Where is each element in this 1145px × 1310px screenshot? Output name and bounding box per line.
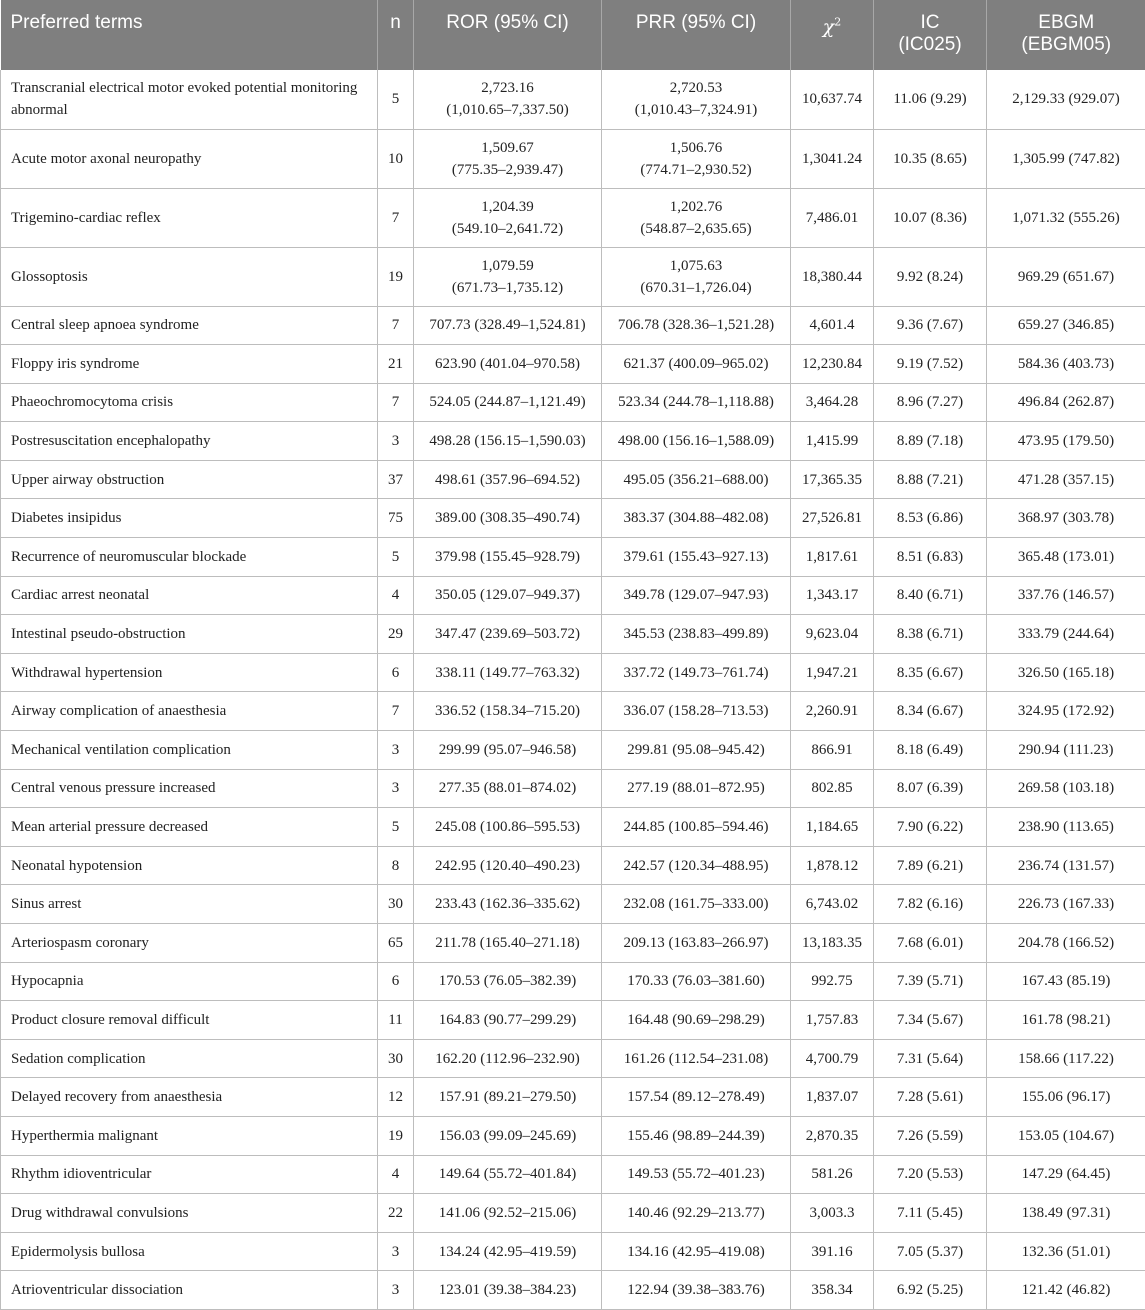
cell-ror: 123.01 (39.38–384.23) — [414, 1271, 602, 1310]
cell-ebgm: 167.43 (85.19) — [987, 962, 1145, 1001]
cell-ic: 7.89 (6.21) — [874, 846, 987, 885]
cell-prr: 232.08 (161.75–333.00) — [602, 885, 791, 924]
cell-term: Upper airway obstruction — [1, 460, 378, 499]
cell-n: 22 — [378, 1194, 414, 1233]
cell-prr: 299.81 (95.08–945.42) — [602, 731, 791, 770]
table-row — [1, 808, 1145, 847]
cell-n: 6 — [378, 962, 414, 1001]
cell-ror: 157.91 (89.21–279.50) — [414, 1078, 602, 1117]
cell-prr: 170.33 (76.03–381.60) — [602, 962, 791, 1001]
cell-ror: 336.52 (158.34–715.20) — [414, 692, 602, 731]
cell-ror: 707.73 (328.49–1,524.81) — [414, 306, 602, 345]
cell-ror: 141.06 (92.52–215.06) — [414, 1194, 602, 1233]
cell-chi-square: 17,365.35 — [791, 460, 874, 499]
cell-term: Rhythm idioventricular — [1, 1155, 378, 1194]
table-row — [1, 615, 1145, 654]
cell-prr: 379.61 (155.43–927.13) — [602, 538, 791, 577]
table-row — [1, 1001, 1145, 1040]
cell-n: 12 — [378, 1078, 414, 1117]
cell-ebgm: 368.97 (303.78) — [987, 499, 1145, 538]
cell-ic: 8.89 (7.18) — [874, 422, 987, 461]
cell-n: 3 — [378, 1232, 414, 1271]
cell-n: 3 — [378, 422, 414, 461]
cell-n: 3 — [378, 769, 414, 808]
cell-ror: 498.61 (357.96–694.52) — [414, 460, 602, 499]
cell-prr: 149.53 (55.72–401.23) — [602, 1155, 791, 1194]
table-row — [1, 653, 1145, 692]
cell-term: Product closure removal difficult — [1, 1001, 378, 1040]
cell-prr: 155.46 (98.89–244.39) — [602, 1116, 791, 1155]
cell-term: Central sleep apnoea syndrome — [1, 306, 378, 345]
cell-prr — [602, 129, 791, 188]
cell-ic: 7.11 (5.45) — [874, 1194, 987, 1233]
cell-ror: 389.00 (308.35–490.74) — [414, 499, 602, 538]
cell-prr-value: 1,506.76 — [608, 137, 784, 159]
cell-ebgm: 1,071.32 (555.26) — [987, 188, 1145, 247]
cell-ror-value: 1,204.39 — [420, 196, 595, 218]
cell-ebgm: 326.50 (165.18) — [987, 653, 1145, 692]
cell-term: Floppy iris syndrome — [1, 345, 378, 384]
cell-term: Mean arterial pressure decreased — [1, 808, 378, 847]
cell-ic: 7.26 (5.59) — [874, 1116, 987, 1155]
cell-term: Phaeochromocytoma crisis — [1, 383, 378, 422]
cell-n: 19 — [378, 247, 414, 306]
cell-prr: 523.34 (244.78–1,118.88) — [602, 383, 791, 422]
table-row — [1, 1078, 1145, 1117]
cell-term: Diabetes insipidus — [1, 499, 378, 538]
cell-ic: 7.05 (5.37) — [874, 1232, 987, 1271]
cell-ror: 170.53 (76.05–382.39) — [414, 962, 602, 1001]
cell-ror: 623.90 (401.04–970.58) — [414, 345, 602, 384]
cell-term: Hyperthermia malignant — [1, 1116, 378, 1155]
cell-ebgm: 161.78 (98.21) — [987, 1001, 1145, 1040]
table-body — [1, 70, 1145, 1309]
header-prr: PRR (95% CI) — [602, 0, 791, 70]
table-row — [1, 885, 1145, 924]
cell-ic: 8.40 (6.71) — [874, 576, 987, 615]
cell-n: 10 — [378, 129, 414, 188]
cell-ror-ci: (671.73–1,735.12) — [420, 277, 595, 299]
cell-ror — [414, 188, 602, 247]
cell-ic: 7.20 (5.53) — [874, 1155, 987, 1194]
cell-ror: 299.99 (95.07–946.58) — [414, 731, 602, 770]
cell-ebgm: 969.29 (651.67) — [987, 247, 1145, 306]
cell-ic: 8.34 (6.67) — [874, 692, 987, 731]
cell-ror-ci: (1,010.65–7,337.50) — [420, 99, 595, 121]
table-row — [1, 1232, 1145, 1271]
cell-ror-value: 1,079.59 — [420, 255, 595, 277]
header-ebgm-line1: EBGM — [995, 12, 1138, 34]
cell-prr: 140.46 (92.29–213.77) — [602, 1194, 791, 1233]
cell-prr: 277.19 (88.01–872.95) — [602, 769, 791, 808]
cell-ror — [414, 70, 602, 129]
cell-ebgm: 496.84 (262.87) — [987, 383, 1145, 422]
cell-chi-square: 6,743.02 — [791, 885, 874, 924]
cell-ror: 233.43 (162.36–335.62) — [414, 885, 602, 924]
cell-prr — [602, 247, 791, 306]
cell-ebgm: 226.73 (167.33) — [987, 885, 1145, 924]
cell-prr: 164.48 (90.69–298.29) — [602, 1001, 791, 1040]
cell-chi-square: 866.91 — [791, 731, 874, 770]
cell-ic: 8.35 (6.67) — [874, 653, 987, 692]
cell-term: Mechanical ventilation complication — [1, 731, 378, 770]
cell-ic: 7.82 (6.16) — [874, 885, 987, 924]
cell-term: Delayed recovery from anaesthesia — [1, 1078, 378, 1117]
cell-ebgm: 365.48 (173.01) — [987, 538, 1145, 577]
cell-ror-ci: (775.35–2,939.47) — [420, 159, 595, 181]
header-ic — [874, 0, 987, 70]
cell-chi-square: 27,526.81 — [791, 499, 874, 538]
cell-chi-square: 391.16 — [791, 1232, 874, 1271]
cell-prr: 242.57 (120.34–488.95) — [602, 846, 791, 885]
cell-n: 7 — [378, 306, 414, 345]
cell-n: 5 — [378, 808, 414, 847]
cell-ic: 7.39 (5.71) — [874, 962, 987, 1001]
header-ebgm-line2: (EBGM05) — [995, 34, 1138, 56]
cell-ebgm: 204.78 (166.52) — [987, 924, 1145, 963]
cell-term: Central venous pressure increased — [1, 769, 378, 808]
cell-ebgm: 121.42 (46.82) — [987, 1271, 1145, 1310]
cell-chi-square: 1,947.21 — [791, 653, 874, 692]
cell-n: 30 — [378, 885, 414, 924]
cell-n: 11 — [378, 1001, 414, 1040]
cell-prr: 383.37 (304.88–482.08) — [602, 499, 791, 538]
cell-ror: 162.20 (112.96–232.90) — [414, 1039, 602, 1078]
cell-ror: 338.11 (149.77–763.32) — [414, 653, 602, 692]
cell-n: 7 — [378, 383, 414, 422]
header-chi-symbol: χ — [823, 16, 835, 38]
cell-ic: 7.28 (5.61) — [874, 1078, 987, 1117]
cell-prr-value: 2,720.53 — [608, 77, 784, 99]
cell-n: 5 — [378, 538, 414, 577]
table-row — [1, 1271, 1145, 1310]
cell-chi-square: 1,343.17 — [791, 576, 874, 615]
cell-ror: 156.03 (99.09–245.69) — [414, 1116, 602, 1155]
cell-term: Glossoptosis — [1, 247, 378, 306]
cell-prr: 157.54 (89.12–278.49) — [602, 1078, 791, 1117]
cell-prr-ci: (670.31–1,726.04) — [608, 277, 784, 299]
cell-ror: 524.05 (244.87–1,121.49) — [414, 383, 602, 422]
cell-ebgm: 337.76 (146.57) — [987, 576, 1145, 615]
cell-ic: 8.51 (6.83) — [874, 538, 987, 577]
cell-term: Arteriospasm coronary — [1, 924, 378, 963]
cell-ebgm: 659.27 (346.85) — [987, 306, 1145, 345]
table-row — [1, 70, 1145, 129]
cell-prr-value: 1,075.63 — [608, 255, 784, 277]
cell-prr: 498.00 (156.16–1,588.09) — [602, 422, 791, 461]
cell-chi-square: 1,415.99 — [791, 422, 874, 461]
cell-ror-value: 2,723.16 — [420, 77, 595, 99]
cell-ror: 242.95 (120.40–490.23) — [414, 846, 602, 885]
cell-n: 7 — [378, 188, 414, 247]
cell-ic: 9.92 (8.24) — [874, 247, 987, 306]
cell-term: Trigemino-cardiac reflex — [1, 188, 378, 247]
cell-ror: 134.24 (42.95–419.59) — [414, 1232, 602, 1271]
cell-ror: 211.78 (165.40–271.18) — [414, 924, 602, 963]
cell-prr: 209.13 (163.83–266.97) — [602, 924, 791, 963]
cell-term: Epidermolysis bullosa — [1, 1232, 378, 1271]
table-row — [1, 188, 1145, 247]
header-chi-square — [791, 0, 874, 70]
cell-term: Intestinal pseudo-obstruction — [1, 615, 378, 654]
cell-prr: 706.78 (328.36–1,521.28) — [602, 306, 791, 345]
cell-ic: 7.31 (5.64) — [874, 1039, 987, 1078]
cell-ebgm: 324.95 (172.92) — [987, 692, 1145, 731]
cell-n: 65 — [378, 924, 414, 963]
cell-ror — [414, 129, 602, 188]
cell-term: Sinus arrest — [1, 885, 378, 924]
cell-n: 37 — [378, 460, 414, 499]
header-ror: ROR (95% CI) — [414, 0, 602, 70]
cell-chi-square: 3,464.28 — [791, 383, 874, 422]
table-row — [1, 924, 1145, 963]
cell-ic: 9.19 (7.52) — [874, 345, 987, 384]
cell-ebgm: 147.29 (64.45) — [987, 1155, 1145, 1194]
cell-ic: 8.07 (6.39) — [874, 769, 987, 808]
cell-chi-square: 1,878.12 — [791, 846, 874, 885]
header-row — [1, 0, 1145, 70]
cell-ebgm: 471.28 (357.15) — [987, 460, 1145, 499]
cell-chi-square: 1,3041.24 — [791, 129, 874, 188]
cell-n: 4 — [378, 576, 414, 615]
cell-prr: 161.26 (112.54–231.08) — [602, 1039, 791, 1078]
cell-term: Hypocapnia — [1, 962, 378, 1001]
cell-prr: 349.78 (129.07–947.93) — [602, 576, 791, 615]
cell-ror — [414, 247, 602, 306]
cell-chi-square: 3,003.3 — [791, 1194, 874, 1233]
cell-prr — [602, 70, 791, 129]
cell-prr: 621.37 (400.09–965.02) — [602, 345, 791, 384]
cell-ebgm: 238.90 (113.65) — [987, 808, 1145, 847]
table-row — [1, 576, 1145, 615]
cell-ic: 8.38 (6.71) — [874, 615, 987, 654]
cell-n: 29 — [378, 615, 414, 654]
cell-prr-ci: (774.71–2,930.52) — [608, 159, 784, 181]
cell-ic: 8.53 (6.86) — [874, 499, 987, 538]
cell-ror: 347.47 (239.69–503.72) — [414, 615, 602, 654]
cell-prr: 134.16 (42.95–419.08) — [602, 1232, 791, 1271]
cell-ror: 149.64 (55.72–401.84) — [414, 1155, 602, 1194]
table-row — [1, 383, 1145, 422]
cell-chi-square: 1,184.65 — [791, 808, 874, 847]
cell-ic: 7.90 (6.22) — [874, 808, 987, 847]
cell-n: 5 — [378, 70, 414, 129]
cell-n: 75 — [378, 499, 414, 538]
cell-ebgm: 155.06 (96.17) — [987, 1078, 1145, 1117]
cell-ebgm: 236.74 (131.57) — [987, 846, 1145, 885]
cell-ebgm: 158.66 (117.22) — [987, 1039, 1145, 1078]
cell-term: Postresuscitation encephalopathy — [1, 422, 378, 461]
header-ic-line2: (IC025) — [882, 34, 978, 56]
cell-term: Neonatal hypotension — [1, 846, 378, 885]
cell-chi-square: 4,601.4 — [791, 306, 874, 345]
table-row — [1, 1039, 1145, 1078]
cell-chi-square: 358.34 — [791, 1271, 874, 1310]
cell-ebgm: 473.95 (179.50) — [987, 422, 1145, 461]
cell-chi-square: 581.26 — [791, 1155, 874, 1194]
table-row — [1, 460, 1145, 499]
cell-chi-square: 992.75 — [791, 962, 874, 1001]
table-row — [1, 499, 1145, 538]
cell-prr: 345.53 (238.83–499.89) — [602, 615, 791, 654]
table-row — [1, 1194, 1145, 1233]
cell-term: Transcranial electrical motor evoked potential monitoring abnormal — [1, 70, 378, 129]
cell-ebgm: 584.36 (403.73) — [987, 345, 1145, 384]
cell-n: 3 — [378, 1271, 414, 1310]
header-chi-exponent: 2 — [834, 16, 841, 29]
cell-n: 3 — [378, 731, 414, 770]
cell-term: Withdrawal hypertension — [1, 653, 378, 692]
cell-chi-square: 13,183.35 — [791, 924, 874, 963]
header-ebgm — [987, 0, 1145, 70]
cell-ror: 498.28 (156.15–1,590.03) — [414, 422, 602, 461]
cell-term: Cardiac arrest neonatal — [1, 576, 378, 615]
cell-ic: 6.92 (5.25) — [874, 1271, 987, 1310]
cell-n: 4 — [378, 1155, 414, 1194]
cell-ror: 164.83 (90.77–299.29) — [414, 1001, 602, 1040]
cell-ebgm: 290.94 (111.23) — [987, 731, 1145, 770]
cell-prr: 336.07 (158.28–713.53) — [602, 692, 791, 731]
cell-chi-square: 2,260.91 — [791, 692, 874, 731]
table-row — [1, 306, 1145, 345]
cell-chi-square: 1,817.61 — [791, 538, 874, 577]
cell-n: 21 — [378, 345, 414, 384]
cell-ic: 10.35 (8.65) — [874, 129, 987, 188]
cell-ebgm: 1,305.99 (747.82) — [987, 129, 1145, 188]
cell-ebgm: 138.49 (97.31) — [987, 1194, 1145, 1233]
cell-chi-square: 802.85 — [791, 769, 874, 808]
table-row — [1, 345, 1145, 384]
cell-ic: 8.96 (7.27) — [874, 383, 987, 422]
cell-term: Airway complication of anaesthesia — [1, 692, 378, 731]
cell-term: Drug withdrawal convulsions — [1, 1194, 378, 1233]
cell-prr — [602, 188, 791, 247]
cell-ic: 8.88 (7.21) — [874, 460, 987, 499]
table-row — [1, 692, 1145, 731]
cell-ror: 350.05 (129.07–949.37) — [414, 576, 602, 615]
table-row — [1, 1155, 1145, 1194]
cell-n: 8 — [378, 846, 414, 885]
cell-ic: 7.34 (5.67) — [874, 1001, 987, 1040]
cell-ic: 10.07 (8.36) — [874, 188, 987, 247]
cell-prr: 495.05 (356.21–688.00) — [602, 460, 791, 499]
cell-ror: 245.08 (100.86–595.53) — [414, 808, 602, 847]
cell-ror-ci: (549.10–2,641.72) — [420, 218, 595, 240]
cell-ror: 379.98 (155.45–928.79) — [414, 538, 602, 577]
cell-term: Atrioventricular dissociation — [1, 1271, 378, 1310]
cell-chi-square: 1,757.83 — [791, 1001, 874, 1040]
cell-prr-ci: (548.87–2,635.65) — [608, 218, 784, 240]
cell-ic: 11.06 (9.29) — [874, 70, 987, 129]
cell-chi-square: 12,230.84 — [791, 345, 874, 384]
cell-chi-square: 1,837.07 — [791, 1078, 874, 1117]
cell-ebgm: 132.36 (51.01) — [987, 1232, 1145, 1271]
cell-ebgm: 153.05 (104.67) — [987, 1116, 1145, 1155]
cell-prr: 244.85 (100.85–594.46) — [602, 808, 791, 847]
table-row — [1, 422, 1145, 461]
cell-prr: 122.94 (39.38–383.76) — [602, 1271, 791, 1310]
cell-ebgm: 333.79 (244.64) — [987, 615, 1145, 654]
cell-prr: 337.72 (149.73–761.74) — [602, 653, 791, 692]
table-row — [1, 731, 1145, 770]
header-preferred-terms: Preferred terms — [1, 0, 378, 70]
cell-n: 7 — [378, 692, 414, 731]
cell-n: 6 — [378, 653, 414, 692]
table-row — [1, 769, 1145, 808]
table-row — [1, 962, 1145, 1001]
cell-prr-ci: (1,010.43–7,324.91) — [608, 99, 784, 121]
cell-n: 19 — [378, 1116, 414, 1155]
cell-ror-value: 1,509.67 — [420, 137, 595, 159]
cell-chi-square: 7,486.01 — [791, 188, 874, 247]
cell-term: Recurrence of neuromuscular blockade — [1, 538, 378, 577]
cell-n: 30 — [378, 1039, 414, 1078]
cell-term: Sedation complication — [1, 1039, 378, 1078]
cell-chi-square: 10,637.74 — [791, 70, 874, 129]
cell-prr-value: 1,202.76 — [608, 196, 784, 218]
table-row — [1, 846, 1145, 885]
cell-ror: 277.35 (88.01–874.02) — [414, 769, 602, 808]
cell-term: Acute motor axonal neuropathy — [1, 129, 378, 188]
cell-ebgm: 2,129.33 (929.07) — [987, 70, 1145, 129]
cell-chi-square: 2,870.35 — [791, 1116, 874, 1155]
table-row — [1, 538, 1145, 577]
cell-ic: 7.68 (6.01) — [874, 924, 987, 963]
header-ic-line1: IC — [882, 12, 978, 34]
cell-ic: 9.36 (7.67) — [874, 306, 987, 345]
cell-ic: 8.18 (6.49) — [874, 731, 987, 770]
table-row — [1, 129, 1145, 188]
cell-ebgm: 269.58 (103.18) — [987, 769, 1145, 808]
header-n: n — [378, 0, 414, 70]
cell-chi-square: 9,623.04 — [791, 615, 874, 654]
table-row — [1, 1116, 1145, 1155]
table-row — [1, 247, 1145, 306]
cell-chi-square: 4,700.79 — [791, 1039, 874, 1078]
cell-chi-square: 18,380.44 — [791, 247, 874, 306]
